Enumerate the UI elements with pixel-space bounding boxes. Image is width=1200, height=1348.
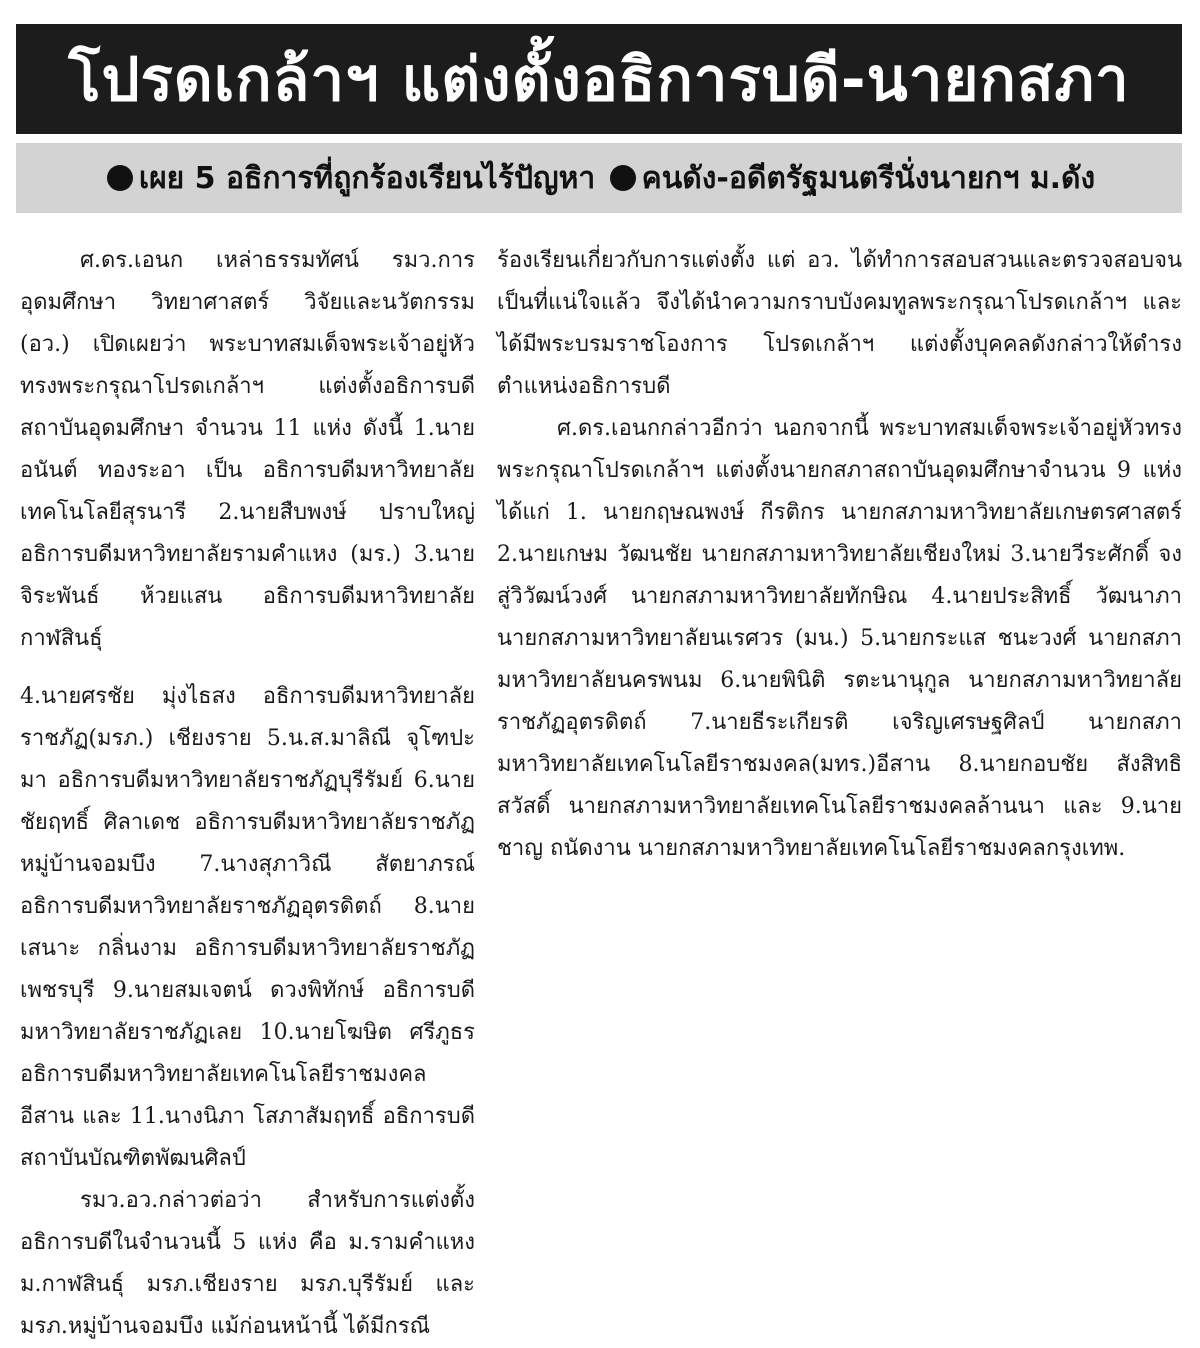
article-paragraph: ร้องเรียนเกี่ยวกับการแต่งตั้ง แต่ อว. ได้ทำการสอบสวนและตรวจสอบจนเป็นที่แน่ใจแล้ว จึงได้นำความกราบบังคมทูลพระกรุณาโปรดเกล้าฯ และได้มีพระบรมราชโองการ โปรดเกล้าฯ แต่งตั้งบุคคลดังกล่าวให้ดำรงตำแหน่งอธิการบดี: [497, 248, 1182, 399]
article-column-left: [20, 240, 475, 1339]
article-paragraph: ศ.ดร.เอนกกล่าวอีกว่า นอกจากนี้ พระบาทสมเด็จพระเจ้าอยู่หัวทรงพระกรุณาโปรดเกล้าฯ แต่งตั้งนายกสภาสถาบันอุดมศึกษาจำนวน 9 แห่ง ได้แก่ 1. นายกฤษณพงษ์ กีรติกร นายกสภามหาวิทยาลัยเกษตรศาสตร์ 2.นายเกษม วัฒนชัย นายกสภามหาวิทยาลัยเชียงใหม่ 3.นายวีระศักดิ์ จงสู่วิวัฒน์วงศ์ นายกสภามหาวิทยาลัยทักษิณ 4.นายประสิทธิ์ วัฒนาภา นายกสภามหาวิทยาลัยนเรศวร (มน.) 5.นายกระแส ชนะวงศ์ นายกสภามหาวิทยาลัยนครพนม 6.นายพินิติ รตะนานุกูล นายกสภามหาวิทยาลัยราชภัฏอุตรดิตถ์ 7.นายธีระเกียรติ เจริญเศรษฐศิลป์ นายกสภามหาวิทยาลัยเทคโนโลยีราชมงคล(มทร.)อีสาน 8.นายกอบชัย สังสิทธิสวัสดิ์ นายกสภามหาวิทยาลัยเทคโนโลยีราชมงคลล้านนา และ 9.นายชาญ ถนัดงาน นายกสภามหาวิทยาลัยเทคโนโลยีราชมงคลกรุงเทพ.: [497, 416, 1182, 861]
headline-bar: [16, 24, 1182, 134]
subheadline-part-1: เผย 5 อธิการที่ถูกร้องเรียนไร้ปัญหา: [138, 160, 596, 196]
subheadline-part-2: คนดัง-อดีตรัฐมนตรีนั่งนายกฯ ม.ดัง: [641, 160, 1096, 196]
bullet-icon: [107, 165, 133, 191]
article-paragraph: รมว.อว.กล่าวต่อว่า สำหรับการแต่งตั้งอธิการบดีในจำนวนนี้ 5 แห่ง คือ ม.รามคำแหง ม.กาฬสินธุ์ มรภ.เชียงราย มรภ.บุรีรัมย์ และ มรภ.หมู่บ้านจอมบึง แม้ก่อนหน้านี้ ได้มีกรณี: [20, 1188, 475, 1339]
article-paragraph: 4.นายศรชัย มุ่งไธสง อธิการบดีมหาวิทยาลัยราชภัฏ(มรภ.) เชียงราย 5.น.ส.มาลิณี จุโฑปะมา อธิการบดีมหาวิทยาลัยราชภัฏบุรีรัมย์ 6.นายชัยฤทธิ์ ศิลาเดช อธิการบดีมหาวิทยาลัยราชภัฏหมู่บ้านจอมบึง 7.นางสุภาวิณี สัตยาภรณ์ อธิการบดีมหาวิทยาลัยราชภัฏอุตรดิตถ์ 8.นายเสนาะ กลิ่นงาม อธิการบดีมหาวิทยาลัยราชภัฏเพชรบุรี 9.นายสมเจตน์ ดวงพิทักษ์ อธิการบดีมหาวิทยาลัยราชภัฏเลย 10.นายโฆษิต ศรีภูธร อธิการบดีมหาวิทยาลัยเทคโนโลยีราชมงคลอีสาน และ 11.นางนิภา โสภาสัมฤทธิ์ อธิการบดีสถาบันบัณฑิตพัฒนศิลป์: [20, 684, 475, 1171]
subheadline-bar: [16, 143, 1182, 213]
headline: โปรดเกล้าฯ แต่งตั้งอธิการบดี-นายกสภา: [68, 44, 1130, 115]
article-paragraph: ศ.ดร.เอนก เหล่าธรรมทัศน์ รมว.การอุดมศึกษา วิทยาศาสตร์ วิจัยและนวัตกรรม (อว.) เปิดเผยว่า พระบาทสมเด็จพระเจ้าอยู่หัวทรงพระกรุณาโปรดเกล้าฯ แต่งตั้งอธิการบดีสถาบันอุดมศึกษา จำนวน 11 แห่ง ดังนี้ 1.นายอนันต์ ทองระอา เป็น อธิการบดีมหาวิทยาลัยเทคโนโลยีสุรนารี 2.นายสืบพงษ์ ปราบใหญ่ อธิการบดีมหาวิทยาลัยรามคำแหง (มร.) 3.นายจิระพันธ์ ห้วยแสน อธิการบดีมหาวิทยาลัยกาฬสินธุ์: [20, 248, 475, 651]
article-column-right: [497, 240, 1182, 920]
bullet-icon: [610, 165, 636, 191]
subheadline: [103, 155, 1095, 202]
